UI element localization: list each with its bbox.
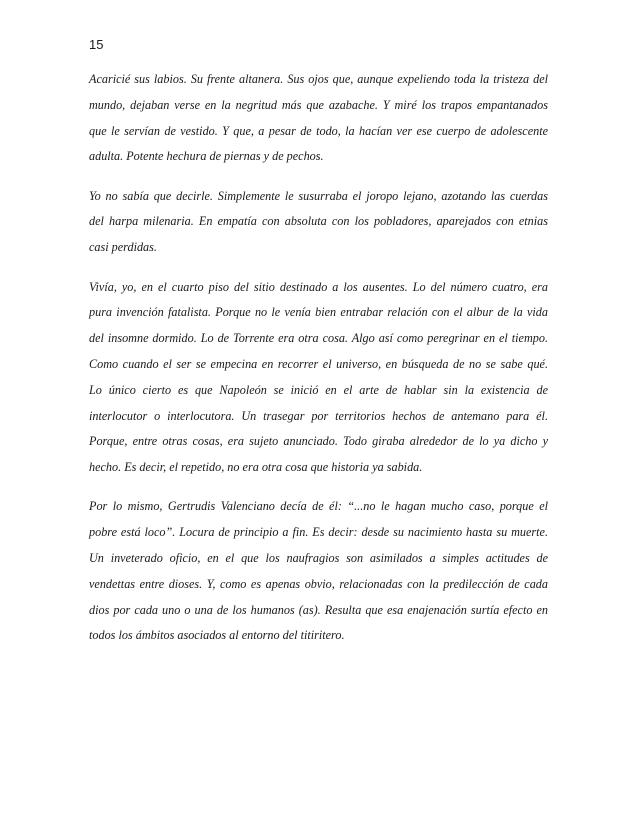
text-line: Por lo mismo, Gertrudis Valenciano decía de él: “...no le hagan mucho caso, porque el bbox=[89, 499, 548, 514]
text-line: dios por cada uno o una de los humanos (as). Resulta que esa enajenación surtía efecto en bbox=[89, 602, 548, 617]
text-line: Lo único cierto es que Napoleón se inició en el arte de hablar sin la existencia de bbox=[89, 382, 548, 397]
text-line: pura invención fatalista. Porque no le venía bien entrabar relación con el albur de la vida bbox=[89, 305, 548, 320]
text-line: adulta. Potente hechura de piernas y de pechos. bbox=[89, 149, 324, 164]
text-line: pobre está loco”. Locura de principio a fin. Es decir: desde su nacimiento hasta su muerte. bbox=[89, 525, 548, 540]
text-line: que le servían de vestido. Y que, a pesar de todo, la hacían ver ese cuerpo de adolescente bbox=[89, 123, 548, 138]
text-line: del harpa milenaria. En empatía con absoluta con los pobladores, aparejados con etnias bbox=[89, 214, 548, 229]
paragraph-1 bbox=[89, 67, 548, 170]
text-line: Porque, entre otras cosas, era sujeto anunciado. Todo giraba alrededor de lo ya dicho y bbox=[89, 434, 548, 449]
text-line: Como cuando el ser se empecina en recorrer el universo, en búsqueda de no se sabe qué. bbox=[89, 356, 548, 371]
paragraph-3 bbox=[89, 275, 548, 481]
text-line: vendettas entre dioses. Y, como es apenas obvio, relacionadas con la predilección de cada bbox=[89, 576, 548, 591]
text-line: Un inveterado oficio, en el que los naufragios son asimilados a simples actitudes de bbox=[89, 551, 548, 566]
text-line: todos los ámbitos asociados al entorno del titiritero. bbox=[89, 628, 345, 643]
paragraph-2 bbox=[89, 184, 548, 261]
text-line: Yo no sabía que decirle. Simplemente le susurraba el joropo lejano, azotando las cuerdas bbox=[89, 188, 548, 203]
paragraph-4 bbox=[89, 494, 548, 649]
text-line: mundo, dejaban verse en la negritud más que azabache. Y miré los trapos empantanados bbox=[89, 97, 548, 112]
text-line: Acaricié sus labios. Su frente altanera. Sus ojos que, aunque expeliendo toda la tristeza del bbox=[89, 72, 548, 86]
text-line: hecho. Es decir, el repetido, no era otra cosa que historia ya sabida. bbox=[89, 460, 423, 475]
text-line: Vivía, yo, en el cuarto piso del sitio destinado a los ausentes. Lo del número cuatro, era bbox=[89, 279, 548, 294]
text-line: casi perdidas. bbox=[89, 240, 157, 255]
text-line: del insomne dormido. Lo de Torrente era otra cosa. Algo así como peregrinar en el tiempo. bbox=[89, 331, 548, 346]
text-line: interlocutor o interlocutora. Un trasegar por territorios hechos de antemano para él. bbox=[89, 408, 548, 423]
body-text bbox=[89, 67, 548, 663]
page-number: 15 bbox=[89, 37, 104, 52]
